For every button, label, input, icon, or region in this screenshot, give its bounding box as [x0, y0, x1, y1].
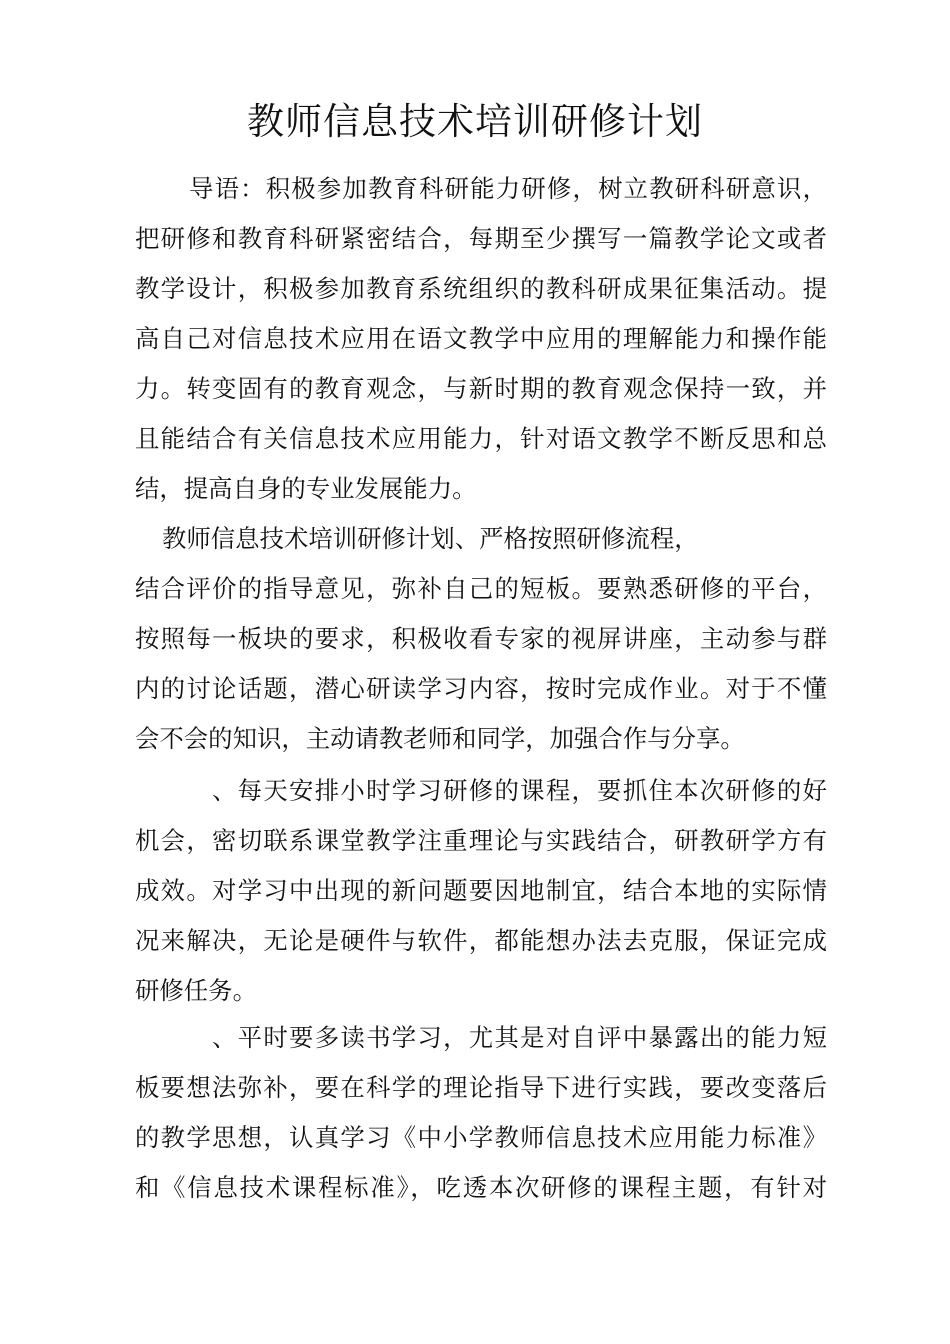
text-line: 力。转变固有的教育观念，与新时期的教育观念保持一致，并 — [135, 374, 827, 403]
text-line: 教学设计，积极参加教育系统组织的教科研成果征集活动。提 — [135, 274, 827, 303]
text-line: 按照每一板块的要求，积极收看专家的视屏讲座，主动参与群 — [135, 624, 827, 653]
document-title: 教师信息技术培训研修计划 — [247, 100, 703, 143]
text-line: 导语：积极参加教育科研能力研修，树立教研科研意识， — [189, 174, 827, 203]
text-line: 研修任务。 — [135, 976, 257, 1005]
text-line: 结合评价的指导意见，弥补自己的短板。要熟悉研修的平台， — [135, 574, 827, 603]
text-line: 机会，密切联系课堂教学注重理论与实践结合，研教研学方有 — [135, 826, 827, 855]
text-line: 会不会的知识，主动请教老师和同学，加强合作与分享。 — [135, 724, 745, 753]
text-line: 教师信息技术培训研修计划、严格按照研修流程， — [162, 524, 699, 553]
text-line: 和《信息技术课程标准》，吃透本次研修的课程主题，有针对 — [135, 1173, 827, 1202]
text-line: 内的讨论话题，潜心研读学习内容，按时完成作业。对于不懂 — [135, 674, 827, 703]
text-line: 况来解决，无论是硬件与软件，都能想办法去克服，保证完成 — [135, 926, 827, 955]
text-line: 结，提高自身的专业发展能力。 — [135, 474, 477, 503]
text-line: 、每天安排小时学习研修的课程，要抓住本次研修的好 — [212, 776, 827, 805]
text-line: 高自己对信息技术应用在语文教学中应用的理解能力和操作能 — [135, 324, 827, 353]
text-line: 板要想法弥补，要在科学的理论指导下进行实践，要改变落后 — [135, 1073, 827, 1102]
text-line: 的教学思想，认真学习《中小学教师信息技术应用能力标准》 — [135, 1123, 827, 1152]
text-line: 成效。对学习中出现的新问题要因地制宜，结合本地的实际情 — [135, 876, 827, 905]
text-line: 、平时要多读书学习，尤其是对自评中暴露出的能力短 — [212, 1023, 827, 1052]
text-line: 把研修和教育科研紧密结合，每期至少撰写一篇教学论文或者 — [135, 224, 827, 253]
text-line: 且能结合有关信息技术应用能力，针对语文教学不断反思和总 — [135, 424, 827, 453]
